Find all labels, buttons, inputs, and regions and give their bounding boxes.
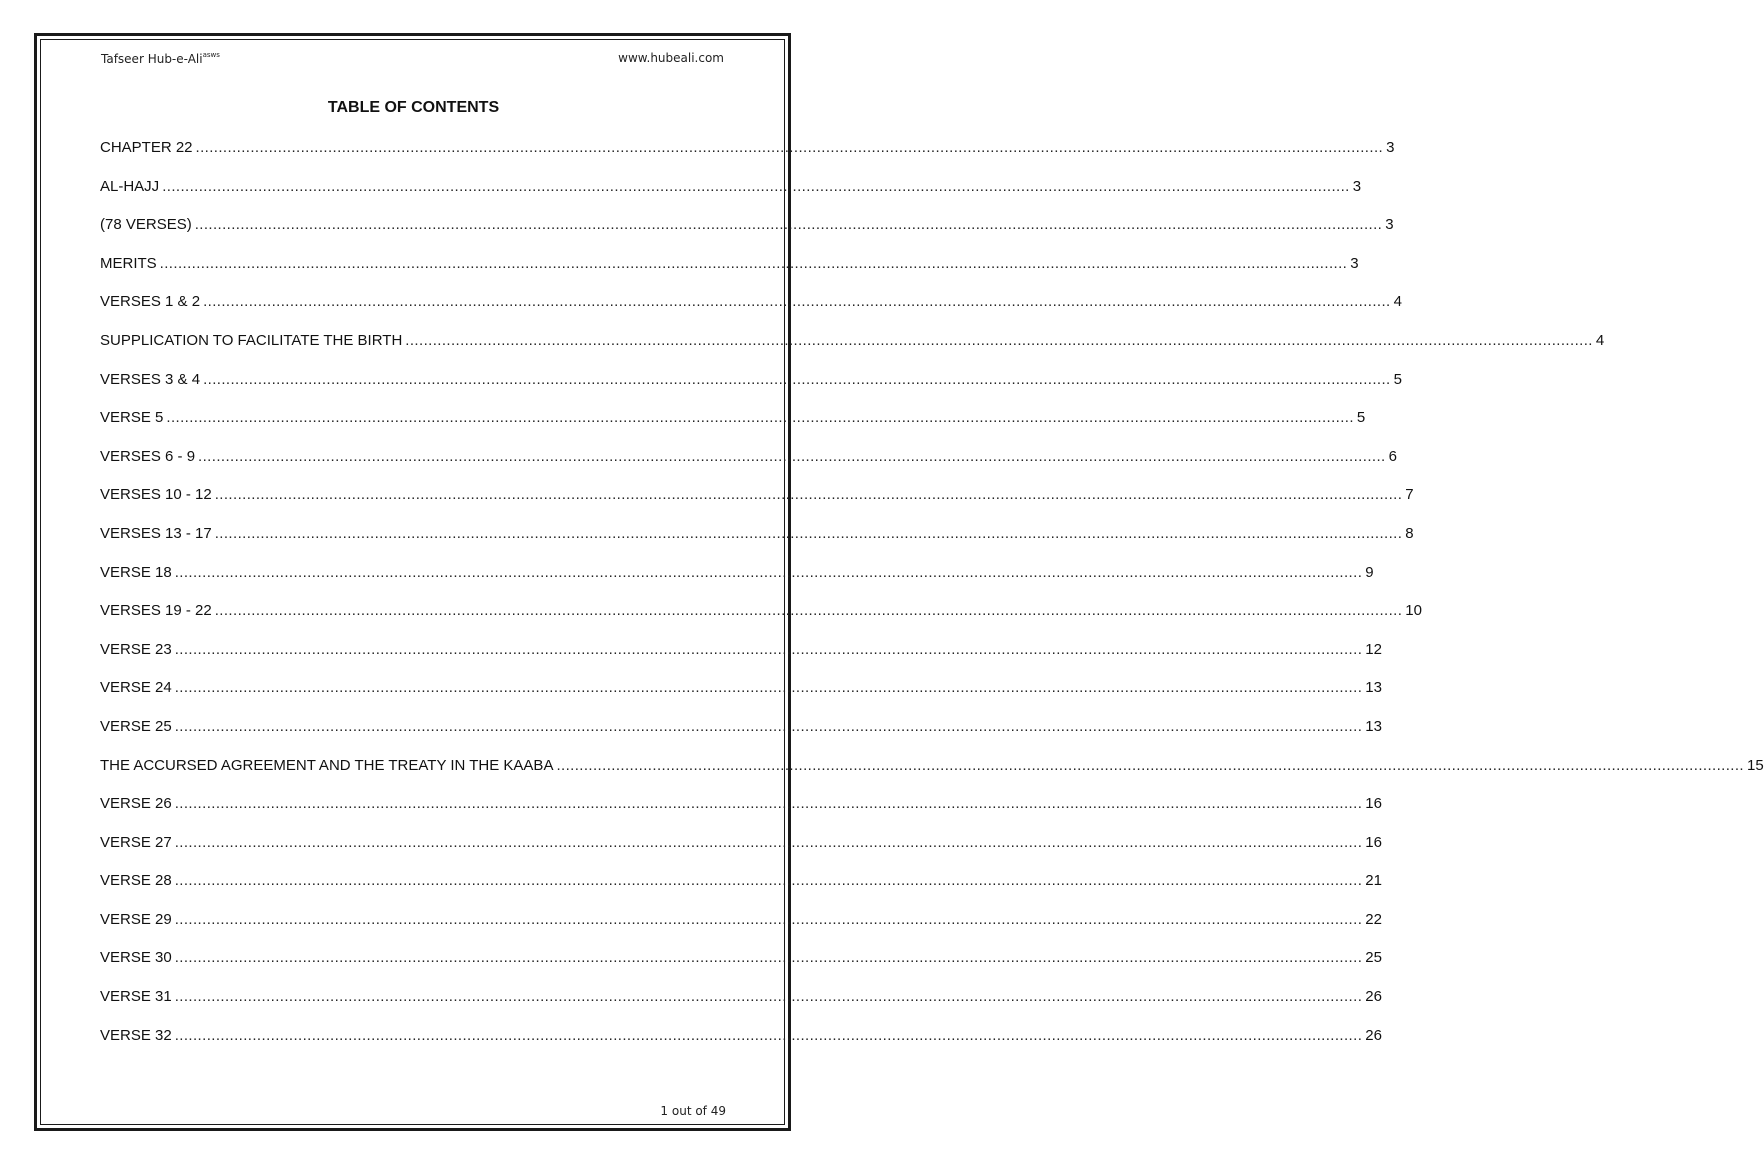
toc-entry-page-number: 9 <box>1365 563 1374 581</box>
toc-entry[interactable] <box>100 447 1397 487</box>
toc-entry-page-number: 26 <box>1365 1026 1382 1044</box>
toc-dot-leader: .................................................................................................................................................................................................................................................................... <box>214 524 1403 542</box>
header-website: www.hubeali.com <box>618 51 724 65</box>
toc-dot-leader: .................................................................................................................................................................................................................................................................... <box>195 139 1384 156</box>
toc-entry-page-number: 10 <box>1405 602 1422 620</box>
toc-entry-label: VERSE 32 <box>100 1026 172 1044</box>
toc-dot-leader: .................................................................................................................................................................................................................................................................... <box>198 447 1386 465</box>
toc-entry[interactable] <box>100 216 1394 255</box>
toc-dot-leader: .................................................................................................................................................................................................................................................................... <box>203 370 1391 388</box>
toc-entry-page-number: 13 <box>1365 717 1382 735</box>
toc-entry-label: VERSE 23 <box>100 640 172 658</box>
toc-entry[interactable] <box>100 679 1382 718</box>
toc-entry-label: SUPPLICATION TO FACILITATE THE BIRTH <box>100 331 403 349</box>
toc-entry-label: VERSE 24 <box>100 679 172 697</box>
toc-entry[interactable] <box>100 872 1382 911</box>
toc-entry-label: VERSE 18 <box>100 563 172 581</box>
toc-dot-leader: .................................................................................................................................................................................................................................................................... <box>174 988 1363 1006</box>
toc-entry-label: (78 VERSES) <box>100 216 192 234</box>
toc-entry[interactable] <box>100 177 1362 217</box>
toc-dot-leader: .................................................................................................................................................................................................................................................................... <box>166 409 1354 427</box>
toc-dot-leader: .................................................................................................................................................................................................................................................................... <box>405 331 1593 349</box>
toc-entry-page-number: 15 <box>1747 756 1764 774</box>
toc-entry-page-number: 25 <box>1365 949 1382 967</box>
table-of-contents <box>100 139 1764 1065</box>
toc-entry-page-number: 26 <box>1365 988 1382 1006</box>
toc-entry-label: VERSES 19 - 22 <box>100 602 212 620</box>
toc-dot-leader: .................................................................................................................................................................................................................................................................... <box>174 872 1363 890</box>
toc-entry[interactable] <box>100 833 1382 873</box>
toc-entry[interactable] <box>100 139 1395 178</box>
toc-entry-page-number: 4 <box>1393 293 1402 311</box>
toc-entry-label: VERSE 5 <box>100 409 164 427</box>
toc-dot-leader: .................................................................................................................................................................................................................................................................... <box>174 795 1363 813</box>
toc-entry-label: MERITS <box>100 254 157 272</box>
toc-entry[interactable] <box>100 524 1414 564</box>
toc-entry-label: VERSE 29 <box>100 910 172 928</box>
toc-entry[interactable] <box>100 756 1764 796</box>
toc-dot-leader: .................................................................................................................................................................................................................................................................... <box>162 177 1350 195</box>
toc-entry-label: VERSES 6 - 9 <box>100 447 196 465</box>
toc-entry-page-number: 3 <box>1352 177 1362 195</box>
toc-entry-label: VERSES 10 - 12 <box>100 486 212 504</box>
toc-entry-label: VERSE 26 <box>100 795 172 813</box>
toc-entry-page-number: 3 <box>1386 139 1395 156</box>
toc-entry-label: VERSE 28 <box>100 872 172 890</box>
toc-entry-page-number: 6 <box>1388 447 1397 465</box>
toc-dot-leader: .................................................................................................................................................................................................................................................................... <box>174 717 1363 735</box>
toc-entry[interactable] <box>100 602 1422 641</box>
toc-dot-leader: .................................................................................................................................................................................................................................................................... <box>214 602 1403 620</box>
toc-entry[interactable] <box>100 910 1382 950</box>
toc-entry-label: VERSE 30 <box>100 949 172 967</box>
header-title-superscript: asws <box>202 51 220 59</box>
toc-entry-label: VERSE 25 <box>100 717 172 735</box>
toc-entry-label: THE ACCURSED AGREEMENT AND THE TREATY IN THE KAABA <box>100 756 554 774</box>
page-indicator: 1 out of 49 <box>660 1104 726 1118</box>
toc-entry-page-number: 16 <box>1365 833 1382 851</box>
toc-dot-leader: .................................................................................................................................................................................................................................................................... <box>203 293 1391 311</box>
toc-entry-page-number: 8 <box>1405 524 1414 542</box>
toc-entry-label: VERSES 13 - 17 <box>100 524 212 542</box>
header-title <box>101 51 220 66</box>
toc-entry[interactable] <box>100 640 1382 680</box>
toc-entry[interactable] <box>100 1026 1382 1066</box>
toc-entry-label: VERSES 1 & 2 <box>100 293 201 311</box>
toc-entry-page-number: 4 <box>1595 331 1605 349</box>
toc-dot-leader: .................................................................................................................................................................................................................................................................... <box>174 910 1363 928</box>
toc-dot-leader: .................................................................................................................................................................................................................................................................... <box>174 949 1363 967</box>
toc-entry-page-number: 3 <box>1350 254 1359 272</box>
toc-entry[interactable] <box>100 563 1374 603</box>
toc-entry[interactable] <box>100 254 1359 294</box>
toc-entry[interactable] <box>100 331 1605 371</box>
toc-entry[interactable] <box>100 293 1402 332</box>
toc-entry[interactable] <box>100 988 1382 1027</box>
toc-entry[interactable] <box>100 717 1382 757</box>
toc-entry-label: VERSE 31 <box>100 988 172 1006</box>
toc-entry[interactable] <box>100 795 1382 834</box>
toc-entry[interactable] <box>100 486 1414 525</box>
toc-entry-page-number: 21 <box>1365 872 1382 890</box>
header-title-text: Tafseer Hub-e-Ali <box>101 52 203 66</box>
toc-entry-label: VERSES 3 & 4 <box>100 370 201 388</box>
toc-entry-page-number: 22 <box>1365 910 1382 928</box>
toc-dot-leader: .................................................................................................................................................................................................................................................................... <box>174 563 1363 581</box>
toc-entry-page-number: 5 <box>1356 409 1366 427</box>
toc-dot-leader: .................................................................................................................................................................................................................................................................... <box>174 640 1363 658</box>
toc-dot-leader: .................................................................................................................................................................................................................................................................... <box>174 679 1363 697</box>
toc-dot-leader: .................................................................................................................................................................................................................................................................... <box>174 833 1363 851</box>
toc-dot-leader: .................................................................................................................................................................................................................................................................... <box>214 486 1403 504</box>
toc-entry[interactable] <box>100 409 1366 448</box>
toc-dot-leader: .................................................................................................................................................................................................................................................................... <box>159 254 1348 272</box>
toc-entry-label: CHAPTER 22 <box>100 139 193 156</box>
toc-title: TABLE OF CONTENTS <box>327 99 500 116</box>
toc-entry-page-number: 13 <box>1365 679 1382 697</box>
toc-entry-label: AL-HAJJ <box>100 177 160 195</box>
toc-entry-page-number: 3 <box>1385 216 1394 234</box>
toc-entry[interactable] <box>100 949 1382 988</box>
toc-entry-page-number: 16 <box>1365 795 1382 813</box>
toc-entry[interactable] <box>100 370 1402 410</box>
toc-entry-page-number: 5 <box>1393 370 1402 388</box>
toc-entry-label: VERSE 27 <box>100 833 172 851</box>
toc-dot-leader: .................................................................................................................................................................................................................................................................... <box>194 216 1383 234</box>
toc-dot-leader: .................................................................................................................................................................................................................................................................... <box>556 756 1744 774</box>
toc-entry-page-number: 12 <box>1365 640 1382 658</box>
toc-dot-leader: .................................................................................................................................................................................................................................................................... <box>174 1026 1363 1044</box>
toc-entry-page-number: 7 <box>1405 486 1414 504</box>
